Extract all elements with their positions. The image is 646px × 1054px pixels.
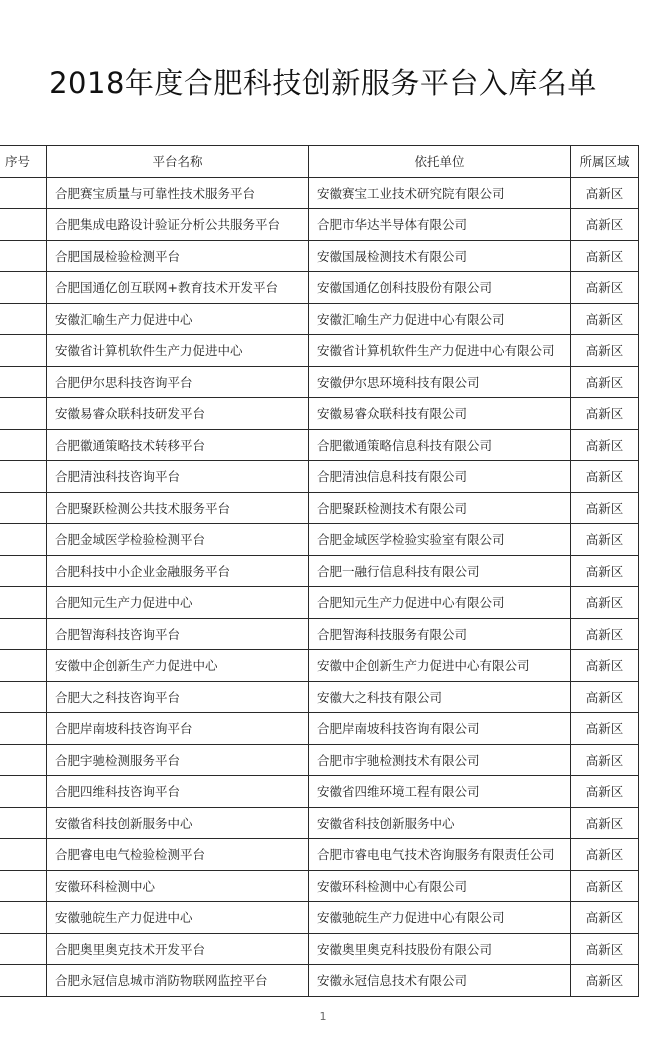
row-index-cell (0, 713, 47, 745)
platform-name-cell: 合肥宇驰检测服务平台 (47, 744, 309, 776)
row-index-cell (0, 524, 47, 556)
host-unit-cell: 合肥清浊信息科技有限公司 (309, 461, 571, 493)
host-unit-cell: 安徽环科检测中心有限公司 (309, 870, 571, 902)
platform-name-cell: 安徽环科检测中心 (47, 870, 309, 902)
row-index-cell (0, 303, 47, 335)
table-row (0, 335, 639, 367)
host-unit-cell: 安徽易睿众联科技有限公司 (309, 398, 571, 430)
table-row (0, 461, 639, 493)
row-index-cell (0, 272, 47, 304)
row-index-cell (0, 839, 47, 871)
row-index-cell (0, 398, 47, 430)
platform-name-cell: 合肥奥里奥克技术开发平台 (47, 933, 309, 965)
row-index-cell (0, 776, 47, 808)
district-cell: 高新区 (571, 807, 639, 839)
district-cell: 高新区 (571, 492, 639, 524)
row-index-cell (0, 209, 47, 241)
table-row (0, 681, 639, 713)
host-unit-cell: 合肥聚跃检测技术有限公司 (309, 492, 571, 524)
platform-name-cell: 合肥国通亿创互联网+教育技术开发平台 (47, 272, 309, 304)
host-unit-cell: 安徽国通亿创科技股份有限公司 (309, 272, 571, 304)
table-row (0, 303, 639, 335)
district-cell: 高新区 (571, 713, 639, 745)
district-cell: 高新区 (571, 902, 639, 934)
district-cell: 高新区 (571, 839, 639, 871)
host-unit-cell: 合肥岸南坡科技咨询有限公司 (309, 713, 571, 745)
table-row (0, 555, 639, 587)
host-unit-cell: 安徽伊尔思环境科技有限公司 (309, 366, 571, 398)
table-row (0, 366, 639, 398)
host-unit-cell: 安徽省四维环境工程有限公司 (309, 776, 571, 808)
platform-name-cell: 合肥伊尔思科技咨询平台 (47, 366, 309, 398)
district-cell: 高新区 (571, 335, 639, 367)
table-header-row (0, 146, 639, 178)
table-row (0, 744, 639, 776)
platform-table (0, 145, 639, 997)
platform-name-cell: 合肥智海科技咨询平台 (47, 618, 309, 650)
district-cell: 高新区 (571, 587, 639, 619)
row-index-cell (0, 240, 47, 272)
host-unit-cell: 安徽永冠信息技术有限公司 (309, 965, 571, 997)
platform-name-cell: 合肥集成电路设计验证分析公共服务平台 (47, 209, 309, 241)
host-unit-cell: 安徽省科技创新服务中心 (309, 807, 571, 839)
platform-name-cell: 安徽汇喻生产力促进中心 (47, 303, 309, 335)
row-index-cell (0, 587, 47, 619)
row-index-cell (0, 492, 47, 524)
row-index-cell (0, 870, 47, 902)
table-row (0, 429, 639, 461)
district-cell: 高新区 (571, 650, 639, 682)
table-row (0, 902, 639, 934)
table-row (0, 398, 639, 430)
district-cell: 高新区 (571, 933, 639, 965)
table-row (0, 965, 639, 997)
page-title: 2018年度合肥科技创新服务平台入库名单 (49, 66, 597, 100)
page-number: 1 (319, 1010, 327, 1023)
district-cell: 高新区 (571, 681, 639, 713)
row-index-cell (0, 555, 47, 587)
platform-name-cell: 安徽省计算机软件生产力促进中心 (47, 335, 309, 367)
header-district: 所属区域 (571, 146, 639, 178)
host-unit-cell: 合肥市睿电电气技术咨询服务有限责任公司 (309, 839, 571, 871)
district-cell: 高新区 (571, 618, 639, 650)
platform-name-cell: 合肥岸南坡科技咨询平台 (47, 713, 309, 745)
platform-name-cell: 合肥聚跃检测公共技术服务平台 (47, 492, 309, 524)
row-index-cell (0, 744, 47, 776)
row-index-cell (0, 461, 47, 493)
platform-name-cell: 合肥徽通策略技术转移平台 (47, 429, 309, 461)
table-row (0, 839, 639, 871)
host-unit-cell: 合肥知元生产力促进中心有限公司 (309, 587, 571, 619)
district-cell: 高新区 (571, 209, 639, 241)
district-cell: 高新区 (571, 303, 639, 335)
row-index-cell (0, 965, 47, 997)
host-unit-cell: 合肥市宇驰检测技术有限公司 (309, 744, 571, 776)
host-unit-cell: 安徽驰皖生产力促进中心有限公司 (309, 902, 571, 934)
district-cell: 高新区 (571, 429, 639, 461)
table-row (0, 524, 639, 556)
header-platform-name: 平台名称 (47, 146, 309, 178)
district-cell: 高新区 (571, 870, 639, 902)
platform-name-cell: 安徽驰皖生产力促进中心 (47, 902, 309, 934)
table-row (0, 650, 639, 682)
host-unit-cell: 合肥徽通策略信息科技有限公司 (309, 429, 571, 461)
platform-name-cell: 安徽易睿众联科技研发平台 (47, 398, 309, 430)
row-index-cell (0, 902, 47, 934)
table-row (0, 776, 639, 808)
table-row (0, 272, 639, 304)
host-unit-cell: 安徽省计算机软件生产力促进中心有限公司 (309, 335, 571, 367)
platform-name-cell: 合肥赛宝质量与可靠性技术服务平台 (47, 177, 309, 209)
header-index: 序号 (0, 146, 47, 178)
district-cell: 高新区 (571, 272, 639, 304)
district-cell: 高新区 (571, 177, 639, 209)
row-index-cell (0, 807, 47, 839)
platform-name-cell: 合肥四维科技咨询平台 (47, 776, 309, 808)
district-cell: 高新区 (571, 776, 639, 808)
platform-name-cell: 合肥金域医学检验检测平台 (47, 524, 309, 556)
table-row (0, 492, 639, 524)
host-unit-cell: 合肥市华达半导体有限公司 (309, 209, 571, 241)
platform-name-cell: 安徽中企创新生产力促进中心 (47, 650, 309, 682)
table-row (0, 870, 639, 902)
table-body (0, 177, 639, 996)
table-row (0, 933, 639, 965)
district-cell: 高新区 (571, 366, 639, 398)
host-unit-cell: 合肥一融行信息科技有限公司 (309, 555, 571, 587)
host-unit-cell: 安徽中企创新生产力促进中心有限公司 (309, 650, 571, 682)
row-index-cell (0, 177, 47, 209)
platform-name-cell: 安徽省科技创新服务中心 (47, 807, 309, 839)
table-row (0, 618, 639, 650)
host-unit-cell: 安徽赛宝工业技术研究院有限公司 (309, 177, 571, 209)
host-unit-cell: 安徽大之科技有限公司 (309, 681, 571, 713)
host-unit-cell: 安徽奥里奥克科技股份有限公司 (309, 933, 571, 965)
district-cell: 高新区 (571, 744, 639, 776)
row-index-cell (0, 650, 47, 682)
table-row (0, 587, 639, 619)
table-row (0, 209, 639, 241)
table-row (0, 807, 639, 839)
host-unit-cell: 合肥智海科技服务有限公司 (309, 618, 571, 650)
row-index-cell (0, 618, 47, 650)
table-row (0, 177, 639, 209)
row-index-cell (0, 681, 47, 713)
platform-name-cell: 合肥永冠信息城市消防物联网监控平台 (47, 965, 309, 997)
district-cell: 高新区 (571, 555, 639, 587)
platform-name-cell: 合肥清浊科技咨询平台 (47, 461, 309, 493)
platform-name-cell: 合肥科技中小企业金融服务平台 (47, 555, 309, 587)
host-unit-cell: 合肥金域医学检验实验室有限公司 (309, 524, 571, 556)
district-cell: 高新区 (571, 965, 639, 997)
row-index-cell (0, 933, 47, 965)
table-row (0, 713, 639, 745)
table-row (0, 240, 639, 272)
district-cell: 高新区 (571, 461, 639, 493)
district-cell: 高新区 (571, 240, 639, 272)
row-index-cell (0, 366, 47, 398)
platform-name-cell: 合肥睿电电气检验检测平台 (47, 839, 309, 871)
platform-name-cell: 合肥国晟检验检测平台 (47, 240, 309, 272)
district-cell: 高新区 (571, 398, 639, 430)
platform-name-cell: 合肥大之科技咨询平台 (47, 681, 309, 713)
host-unit-cell: 安徽国晟检测技术有限公司 (309, 240, 571, 272)
header-host-unit: 依托单位 (309, 146, 571, 178)
platform-name-cell: 合肥知元生产力促进中心 (47, 587, 309, 619)
district-cell: 高新区 (571, 524, 639, 556)
row-index-cell (0, 429, 47, 461)
row-index-cell (0, 335, 47, 367)
host-unit-cell: 安徽汇喻生产力促进中心有限公司 (309, 303, 571, 335)
